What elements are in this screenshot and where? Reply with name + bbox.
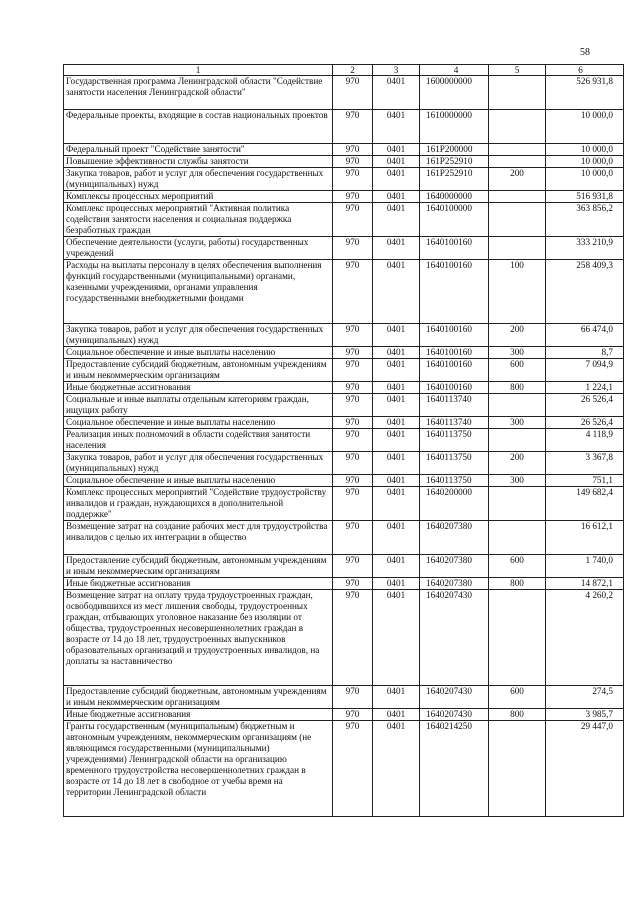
row-code-admin: 970 bbox=[333, 475, 373, 487]
header-col-2: 2 bbox=[333, 65, 373, 76]
row-code-admin: 970 bbox=[333, 237, 373, 260]
row-amount: 333 210,9 bbox=[546, 237, 624, 260]
row-name: Иные бюджетные ассигнования bbox=[64, 382, 333, 394]
table-row bbox=[64, 260, 624, 324]
row-code-target: 161P252910 bbox=[420, 168, 489, 191]
table-row bbox=[64, 686, 624, 709]
row-amount: 26 526,4 bbox=[546, 394, 624, 417]
table-row bbox=[64, 590, 624, 686]
row-code-target: 1640100160 bbox=[420, 382, 489, 394]
row-code-section: 0401 bbox=[373, 324, 420, 347]
row-code-target: 1640100160 bbox=[420, 359, 489, 382]
row-code-section: 0401 bbox=[373, 76, 420, 110]
table-row bbox=[64, 417, 624, 429]
row-amount: 10 000,0 bbox=[546, 156, 624, 168]
row-code-admin: 970 bbox=[333, 394, 373, 417]
row-amount: 4 260,2 bbox=[546, 590, 624, 686]
row-amount: 1 740,0 bbox=[546, 555, 624, 578]
row-code-section: 0401 bbox=[373, 475, 420, 487]
row-code-admin: 970 bbox=[333, 417, 373, 429]
row-code-admin: 970 bbox=[333, 590, 373, 686]
row-name: Комплекс процессных мероприятий "Содействие трудоустройству инвалидов и граждан, нуждающихся в дополнительной поддержке" bbox=[64, 487, 333, 521]
row-name: Предоставление субсидий бюджетным, автономным учреждениям и иным некоммерческим организациям bbox=[64, 686, 333, 709]
row-code-target: 1640100160 bbox=[420, 237, 489, 260]
row-amount: 66 474,0 bbox=[546, 324, 624, 347]
row-code-admin: 970 bbox=[333, 110, 373, 144]
row-code-expense-type bbox=[489, 76, 546, 110]
row-amount: 1 224,1 bbox=[546, 382, 624, 394]
row-code-expense-type: 600 bbox=[489, 686, 546, 709]
row-code-admin: 970 bbox=[333, 203, 373, 237]
row-code-expense-type bbox=[489, 590, 546, 686]
row-code-target: 1640113750 bbox=[420, 452, 489, 475]
row-amount: 10 000,0 bbox=[546, 168, 624, 191]
row-code-target: 1600000000 bbox=[420, 76, 489, 110]
row-code-admin: 970 bbox=[333, 260, 373, 324]
row-code-admin: 970 bbox=[333, 382, 373, 394]
row-name: Комплекс процессных мероприятий "Активная политика содействия занятости населения и социальная поддержка безработных граждан bbox=[64, 203, 333, 237]
row-code-target: 1640207430 bbox=[420, 709, 489, 721]
row-code-target: 161P200000 bbox=[420, 144, 489, 156]
row-name: Социальное обеспечение и иные выплаты населению bbox=[64, 417, 333, 429]
row-code-target: 1610000000 bbox=[420, 110, 489, 144]
row-name: Возмещение затрат на создание рабочих мест для трудоустройства инвалидов с целью их интеграции в общество bbox=[64, 521, 333, 555]
row-code-target: 1640207380 bbox=[420, 555, 489, 578]
row-code-section: 0401 bbox=[373, 429, 420, 452]
table-row bbox=[64, 709, 624, 721]
row-name: Комплексы процессных мероприятий bbox=[64, 191, 333, 203]
row-name: Закупка товаров, работ и услуг для обеспечения государственных (муниципальных) нужд bbox=[64, 452, 333, 475]
table-row bbox=[64, 521, 624, 555]
row-name: Социальные и иные выплаты отдельным категориям граждан, ищущих работу bbox=[64, 394, 333, 417]
row-name: Закупка товаров, работ и услуг для обеспечения государственных (муниципальных) нужд bbox=[64, 324, 333, 347]
table-row bbox=[64, 324, 624, 347]
row-code-expense-type: 300 bbox=[489, 417, 546, 429]
row-name: Гранты государственным (муниципальным) бюджетным и автономным учреждениям, некоммерческим организациям (не являющимся государственными (муниципальными) учреждениями) Ленинградской области на организацию временного трудоустройства несовершеннолетних граждан в возрасте от 14 до 18 лет в свободное от учебы время на территории Ленинградской области bbox=[64, 721, 333, 817]
row-code-target: 1640100160 bbox=[420, 347, 489, 359]
row-code-admin: 970 bbox=[333, 555, 373, 578]
table-row bbox=[64, 76, 624, 110]
header-col-6: 6 bbox=[546, 65, 624, 76]
row-code-expense-type: 300 bbox=[489, 475, 546, 487]
table-row bbox=[64, 237, 624, 260]
table-row bbox=[64, 144, 624, 156]
row-code-expense-type: 200 bbox=[489, 168, 546, 191]
row-code-expense-type bbox=[489, 191, 546, 203]
row-code-admin: 970 bbox=[333, 709, 373, 721]
row-amount: 751,1 bbox=[546, 475, 624, 487]
table-row bbox=[64, 191, 624, 203]
row-code-target: 1640207430 bbox=[420, 590, 489, 686]
row-amount: 29 447,0 bbox=[546, 721, 624, 817]
row-code-admin: 970 bbox=[333, 191, 373, 203]
row-code-expense-type: 800 bbox=[489, 578, 546, 590]
row-amount: 8,7 bbox=[546, 347, 624, 359]
table-row bbox=[64, 487, 624, 521]
row-code-expense-type bbox=[489, 429, 546, 452]
row-amount: 274,5 bbox=[546, 686, 624, 709]
row-code-target: 1640113740 bbox=[420, 417, 489, 429]
table-row bbox=[64, 721, 624, 817]
row-amount: 149 682,4 bbox=[546, 487, 624, 521]
row-code-admin: 970 bbox=[333, 686, 373, 709]
row-amount: 14 872,1 bbox=[546, 578, 624, 590]
table-row bbox=[64, 382, 624, 394]
row-code-section: 0401 bbox=[373, 709, 420, 721]
row-code-target: 1640207430 bbox=[420, 686, 489, 709]
row-code-expense-type bbox=[489, 156, 546, 168]
header-col-1: 1 bbox=[64, 65, 333, 76]
row-code-expense-type bbox=[489, 110, 546, 144]
row-code-section: 0401 bbox=[373, 382, 420, 394]
row-code-target: 1640214250 bbox=[420, 721, 489, 817]
row-name: Федеральный проект "Содействие занятости" bbox=[64, 144, 333, 156]
row-code-expense-type: 200 bbox=[489, 452, 546, 475]
row-code-expense-type bbox=[489, 394, 546, 417]
row-code-expense-type: 600 bbox=[489, 359, 546, 382]
row-code-section: 0401 bbox=[373, 417, 420, 429]
row-code-expense-type: 100 bbox=[489, 260, 546, 324]
row-name: Закупка товаров, работ и услуг для обеспечения государственных (муниципальных) нужд bbox=[64, 168, 333, 191]
row-code-expense-type bbox=[489, 487, 546, 521]
row-name: Государственная программа Ленинградской области "Содействие занятости населения Ленинградской области" bbox=[64, 76, 333, 110]
row-code-section: 0401 bbox=[373, 721, 420, 817]
row-code-admin: 970 bbox=[333, 347, 373, 359]
row-code-target: 1640113750 bbox=[420, 429, 489, 452]
row-code-section: 0401 bbox=[373, 191, 420, 203]
row-amount: 3 367,8 bbox=[546, 452, 624, 475]
table-row bbox=[64, 156, 624, 168]
row-code-admin: 970 bbox=[333, 324, 373, 347]
row-code-expense-type: 300 bbox=[489, 347, 546, 359]
row-code-admin: 970 bbox=[333, 452, 373, 475]
row-amount: 526 931,8 bbox=[546, 76, 624, 110]
row-code-section: 0401 bbox=[373, 394, 420, 417]
row-code-section: 0401 bbox=[373, 260, 420, 324]
row-amount: 516 931,8 bbox=[546, 191, 624, 203]
row-code-admin: 970 bbox=[333, 521, 373, 555]
row-code-target: 1640113740 bbox=[420, 394, 489, 417]
row-code-section: 0401 bbox=[373, 555, 420, 578]
row-code-target: 161P252910 bbox=[420, 156, 489, 168]
row-code-expense-type bbox=[489, 203, 546, 237]
row-code-section: 0401 bbox=[373, 590, 420, 686]
row-code-expense-type bbox=[489, 237, 546, 260]
header-col-4: 4 bbox=[420, 65, 489, 76]
row-code-section: 0401 bbox=[373, 144, 420, 156]
row-code-section: 0401 bbox=[373, 347, 420, 359]
row-code-target: 1640113750 bbox=[420, 475, 489, 487]
row-code-target: 1640000000 bbox=[420, 191, 489, 203]
budget-table bbox=[63, 64, 624, 817]
header-col-5: 5 bbox=[489, 65, 546, 76]
row-code-section: 0401 bbox=[373, 578, 420, 590]
row-code-section: 0401 bbox=[373, 359, 420, 382]
row-amount: 3 985,7 bbox=[546, 709, 624, 721]
row-code-section: 0401 bbox=[373, 156, 420, 168]
row-code-target: 1640207380 bbox=[420, 521, 489, 555]
row-name: Обеспечение деятельности (услуги, работы) государственных учреждений bbox=[64, 237, 333, 260]
row-code-section: 0401 bbox=[373, 686, 420, 709]
row-amount: 10 000,0 bbox=[546, 110, 624, 144]
row-code-admin: 970 bbox=[333, 144, 373, 156]
row-code-target: 1640100000 bbox=[420, 203, 489, 237]
table-row bbox=[64, 347, 624, 359]
row-code-target: 1640207380 bbox=[420, 578, 489, 590]
row-code-section: 0401 bbox=[373, 237, 420, 260]
row-code-section: 0401 bbox=[373, 110, 420, 144]
row-code-expense-type: 800 bbox=[489, 709, 546, 721]
row-code-admin: 970 bbox=[333, 76, 373, 110]
table-header-row bbox=[64, 65, 624, 76]
row-code-target: 1640200000 bbox=[420, 487, 489, 521]
row-code-target: 1640100160 bbox=[420, 260, 489, 324]
row-name: Реализация иных полномочий в области содействия занятости населения bbox=[64, 429, 333, 452]
row-code-section: 0401 bbox=[373, 452, 420, 475]
table-row bbox=[64, 203, 624, 237]
table-row bbox=[64, 555, 624, 578]
table-row bbox=[64, 168, 624, 191]
row-name: Предоставление субсидий бюджетным, автономным учреждениям и иным некоммерческим организациям bbox=[64, 359, 333, 382]
row-code-expense-type bbox=[489, 521, 546, 555]
row-amount: 16 612,1 bbox=[546, 521, 624, 555]
header-col-3: 3 bbox=[373, 65, 420, 76]
row-code-section: 0401 bbox=[373, 487, 420, 521]
row-code-admin: 970 bbox=[333, 429, 373, 452]
row-code-admin: 970 bbox=[333, 168, 373, 191]
table-row bbox=[64, 578, 624, 590]
row-amount: 258 409,3 bbox=[546, 260, 624, 324]
row-code-expense-type bbox=[489, 721, 546, 817]
row-amount: 26 526,4 bbox=[546, 417, 624, 429]
row-code-section: 0401 bbox=[373, 168, 420, 191]
row-name: Социальное обеспечение и иные выплаты населению bbox=[64, 475, 333, 487]
table-row bbox=[64, 452, 624, 475]
row-code-section: 0401 bbox=[373, 521, 420, 555]
row-code-expense-type: 800 bbox=[489, 382, 546, 394]
row-name: Иные бюджетные ассигнования bbox=[64, 578, 333, 590]
row-code-target: 1640100160 bbox=[420, 324, 489, 347]
row-amount: 363 856,2 bbox=[546, 203, 624, 237]
table-row bbox=[64, 429, 624, 452]
table-row bbox=[64, 475, 624, 487]
row-name: Предоставление субсидий бюджетным, автономным учреждениям и иным некоммерческим организациям bbox=[64, 555, 333, 578]
row-code-expense-type bbox=[489, 144, 546, 156]
row-name: Возмещение затрат на оплату труда трудоустроенных граждан, освободившихся из мест лишения свободы, трудоустроенных граждан, отбывающих уголовное наказание без изоляции от общества, трудоустроенных несовершеннолетних граждан в возрасте от 14 до 18 лет, трудоустроенных выпускников образовательных организаций и трудоустроенных инвалидов, на доплаты за наставничество bbox=[64, 590, 333, 686]
row-name: Расходы на выплаты персоналу в целях обеспечения выполнения функций государственными (муниципальными) органами, казенными учреждениями, органами управления государственными внебюджетными фондами bbox=[64, 260, 333, 324]
table-row bbox=[64, 359, 624, 382]
row-code-admin: 970 bbox=[333, 721, 373, 817]
row-name: Социальное обеспечение и иные выплаты населению bbox=[64, 347, 333, 359]
row-amount: 4 118,9 bbox=[546, 429, 624, 452]
row-name: Повышение эффективности службы занятости bbox=[64, 156, 333, 168]
row-code-section: 0401 bbox=[373, 203, 420, 237]
row-code-admin: 970 bbox=[333, 359, 373, 382]
row-code-admin: 970 bbox=[333, 487, 373, 521]
row-code-admin: 970 bbox=[333, 578, 373, 590]
row-amount: 7 094,9 bbox=[546, 359, 624, 382]
page-number: 58 bbox=[580, 47, 590, 58]
row-amount: 10 000,0 bbox=[546, 144, 624, 156]
table-row bbox=[64, 110, 624, 144]
row-code-expense-type: 200 bbox=[489, 324, 546, 347]
row-name: Иные бюджетные ассигнования bbox=[64, 709, 333, 721]
table-row bbox=[64, 394, 624, 417]
row-name: Федеральные проекты, входящие в состав национальных проектов bbox=[64, 110, 333, 144]
row-code-admin: 970 bbox=[333, 156, 373, 168]
row-code-expense-type: 600 bbox=[489, 555, 546, 578]
